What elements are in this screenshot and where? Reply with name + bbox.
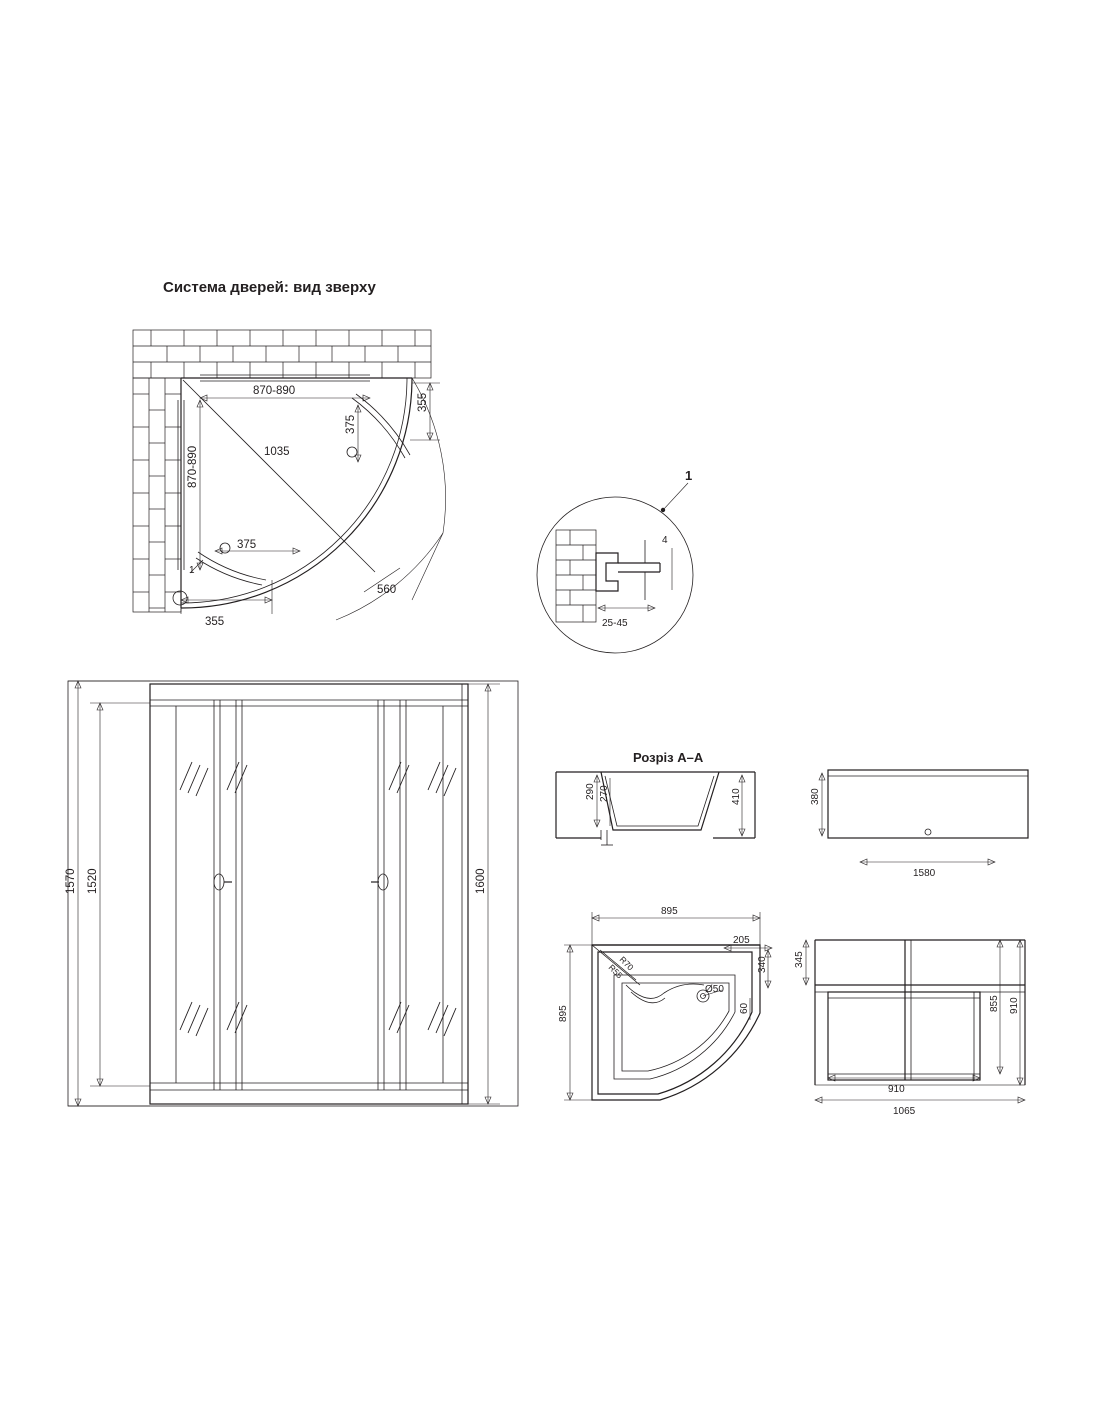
dim-radius-2-label: R70 [617, 954, 636, 973]
top-view-title: Система дверей: вид зверху [163, 279, 376, 296]
dim-tray-height-1 [757, 950, 771, 988]
dim-depth-1 [585, 775, 600, 827]
dim-tray-height-2 [739, 998, 750, 1020]
dim-tray-width-label: 895 [661, 906, 678, 917]
front-panel-view [810, 770, 1028, 879]
dim-arc-radius-label: 560 [377, 584, 397, 596]
brick-wall-left [133, 378, 181, 612]
dim-panel-width [860, 859, 995, 879]
dim-panel-height-label: 1600 [475, 868, 487, 894]
dim-width-left [187, 400, 203, 570]
dim-tray-inner-width-label: 205 [733, 935, 750, 946]
dim-iso-height-total-label: 910 [1009, 997, 1020, 1014]
dim-arc-radius [364, 568, 400, 596]
dim-panel-height [468, 684, 500, 1104]
dim-glass-thickness-label: 4 [662, 535, 668, 546]
dim-drain-label: Ø50 [705, 984, 724, 995]
brick-wall-top [133, 330, 431, 378]
dim-tray-height-2-label: 60 [739, 1002, 750, 1014]
detail-1-callout [537, 468, 693, 653]
dim-panel-height-right-label: 380 [810, 788, 821, 805]
dim-depth-1-label: 290 [585, 783, 596, 800]
section-title: Розріз А–А [633, 750, 704, 765]
dim-diagonal-label: 1035 [264, 446, 290, 458]
section-a-a [556, 750, 755, 845]
dim-tray-depth [558, 945, 592, 1100]
detail-label-1: 1 [685, 468, 693, 483]
dim-iso-height-left [794, 940, 809, 985]
dim-right-offset-label: 355 [417, 392, 429, 412]
dim-overall-height-label: 1570 [65, 868, 77, 894]
dim-iso-width-outer-label: 1065 [893, 1106, 916, 1117]
dim-door-right-label: 375 [345, 414, 357, 434]
detail-profile [596, 540, 660, 600]
dim-glass-thickness [662, 535, 672, 590]
dim-radius-1-label: R55 [606, 962, 625, 981]
dim-tray-height-1-label: 340 [757, 956, 768, 973]
dim-glass-height [87, 703, 150, 1086]
dim-width-top [200, 385, 370, 401]
dim-tray-inner-width [724, 935, 772, 951]
door-handles [214, 874, 388, 890]
dim-iso-height-right [989, 940, 1003, 1074]
dim-depth-2-label: 270 [599, 785, 610, 802]
dim-panel-height-right [810, 773, 825, 836]
dim-glass-height-label: 1520 [87, 868, 99, 894]
dim-iso-height-total [1009, 940, 1023, 1085]
dim-width-top-label: 870-890 [253, 385, 296, 397]
dim-panel-width-label: 1580 [913, 868, 936, 879]
dim-depth-3 [731, 775, 745, 836]
front-elevation [65, 681, 518, 1106]
dim-width-left-label: 870-890 [187, 445, 199, 488]
callout-marker-1-label: 1 [189, 565, 195, 576]
detail-brick-wall [556, 530, 596, 622]
dim-tray-depth-label: 895 [558, 1005, 569, 1022]
dim-overall-height [65, 681, 150, 1106]
dim-wall-profile-label: 25-45 [602, 618, 628, 629]
enclosure-iso-view [794, 940, 1025, 1117]
dim-iso-height-right-label: 855 [989, 995, 1000, 1012]
dim-iso-width-outer [815, 1097, 1025, 1117]
door-system-top-view [133, 330, 446, 628]
glass-marks [180, 762, 456, 1036]
dim-iso-width-inner-label: 910 [888, 1084, 905, 1095]
dim-bottom-left-label: 355 [205, 616, 225, 628]
dim-door-left-label: 375 [237, 539, 257, 551]
shower-tray-plan [558, 906, 772, 1100]
dim-depth-3-label: 410 [731, 788, 742, 805]
dim-iso-height-left-label: 345 [794, 951, 805, 968]
dim-depth-2 [599, 778, 610, 826]
dim-wall-profile [598, 605, 655, 629]
